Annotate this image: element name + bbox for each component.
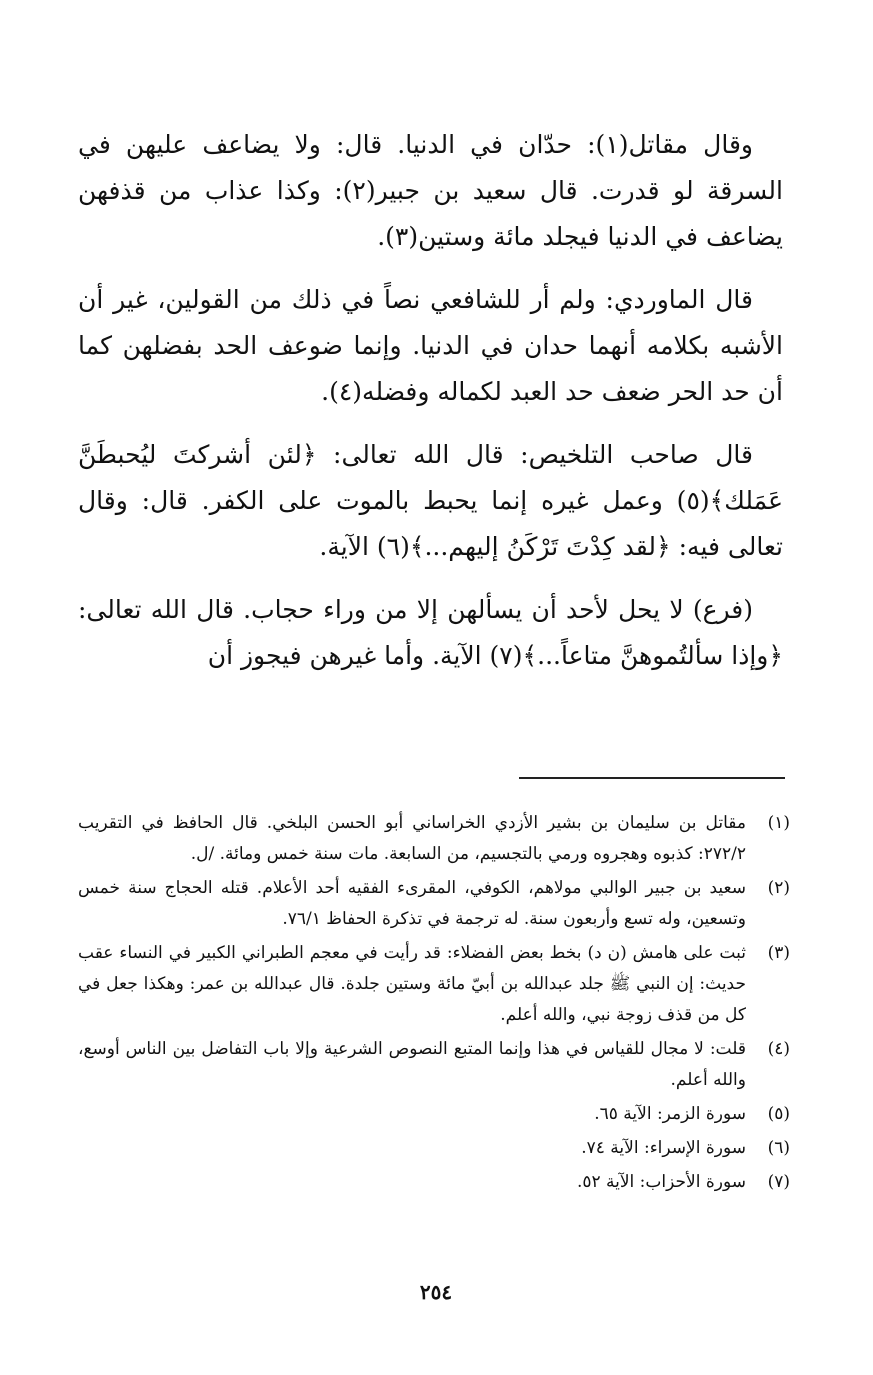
footnote-text: قلت: لا مجال للقياس في هذا وإنما المتبع النصوص الشرعية وإلا باب التفاضل بين الناس أوسع، والله أعلم. [78, 1039, 746, 1090]
footnote-text: مقاتل بن سليمان بن بشير الأزدي الخراساني أبو الحسن البلخي. قال الحافظ في التقريب ٢٧٢/٢: كذبوه وهجروه ورمي بالتجسيم، من السابعة. مات سنة خمس ومائة. /ل. [78, 813, 746, 864]
footnote-item [78, 808, 790, 870]
footnote-item [78, 1167, 790, 1198]
footnote-text: سعيد بن جبير الوالبي مولاهم، الكوفي، المقرىء الفقيه أحد الأعلام. قتله الحجاج سنة خمس وتسعين، وله تسع وأربعون سنة. له ترجمة في تذكرة الحفاظ ٧٦/١. [78, 878, 746, 929]
paragraph-talkhis: قال صاحب التلخيص: قال الله تعالى: ﴿لئن أشركتَ ليُحبطَنَّ عَمَلك﴾(٥) وعمل غيره إنما يحبط بالموت على الكفر. قال: وقال تعالى فيه: ﴿لقد كِدْتَ تَرْكَنُ إليهم...﴾(٦) الآية. [78, 440, 783, 561]
footnotes-section [78, 808, 790, 1201]
footnote-number: (٧) [767, 1172, 790, 1192]
footnote-separator [519, 777, 785, 779]
footnote-number: (٢) [767, 878, 790, 898]
page-number: ٢٥٤ [419, 1280, 453, 1304]
paragraph-far: (فرع) لا يحل لأحد أن يسألهن إلا من وراء حجاب. قال الله تعالى: ﴿وإذا سألتُموهنَّ متاعاً...﴾(٧) الآية. وأما غيرهن فيجوز أن [78, 595, 783, 670]
footnote-item [78, 938, 790, 1031]
footnote-number: (١) [767, 813, 790, 833]
footnote-item [78, 1034, 790, 1096]
paragraph-mawardi: قال الماوردي: ولم أر للشافعي نصاً في ذلك من القولين، غير أن الأشبه بكلامه أنهما حدان في الدنيا. وإنما ضوعف الحد بفضلهن كما أن حد الحر ضعف حد العبد لكماله وفضله(٤). [78, 285, 783, 406]
footnote-text: سورة الزمر: الآية ٦٥. [594, 1104, 746, 1124]
footnote-item [78, 1099, 790, 1130]
paragraph-muqatil: وقال مقاتل(١): حدّان في الدنيا. قال: ولا يضاعف عليهن في السرقة لو قدرت. قال سعيد بن جبير(٢): وكذا عذاب من قذفهن يضاعف في الدنيا فيجلد مائة وستين(٣). [78, 130, 783, 251]
footnote-text: ثبت على هامش (ن د) بخط بعض الفضلاء: قد رأيت في معجم الطبراني الكبير في النساء عقب حديث: إن النبي ﷺ جلد عبدالله بن أبيّ مائة وستين جلدة. قال عبدالله بن عمر: وهكذا جعل في كل من قذف زوجة نبي، والله أعلم. [78, 943, 746, 1025]
footnote-number: (٤) [767, 1039, 790, 1059]
footnote-text: سورة الأحزاب: الآية ٥٢. [576, 1172, 746, 1192]
footnote-item [78, 873, 790, 935]
footnote-number: (٥) [767, 1104, 790, 1124]
footnote-number: (٦) [767, 1138, 790, 1158]
footnote-item [78, 1133, 790, 1164]
main-text-body [78, 122, 783, 696]
footnote-text: سورة الإسراء: الآية ٧٤. [581, 1138, 746, 1158]
footnote-number: (٣) [767, 943, 790, 963]
